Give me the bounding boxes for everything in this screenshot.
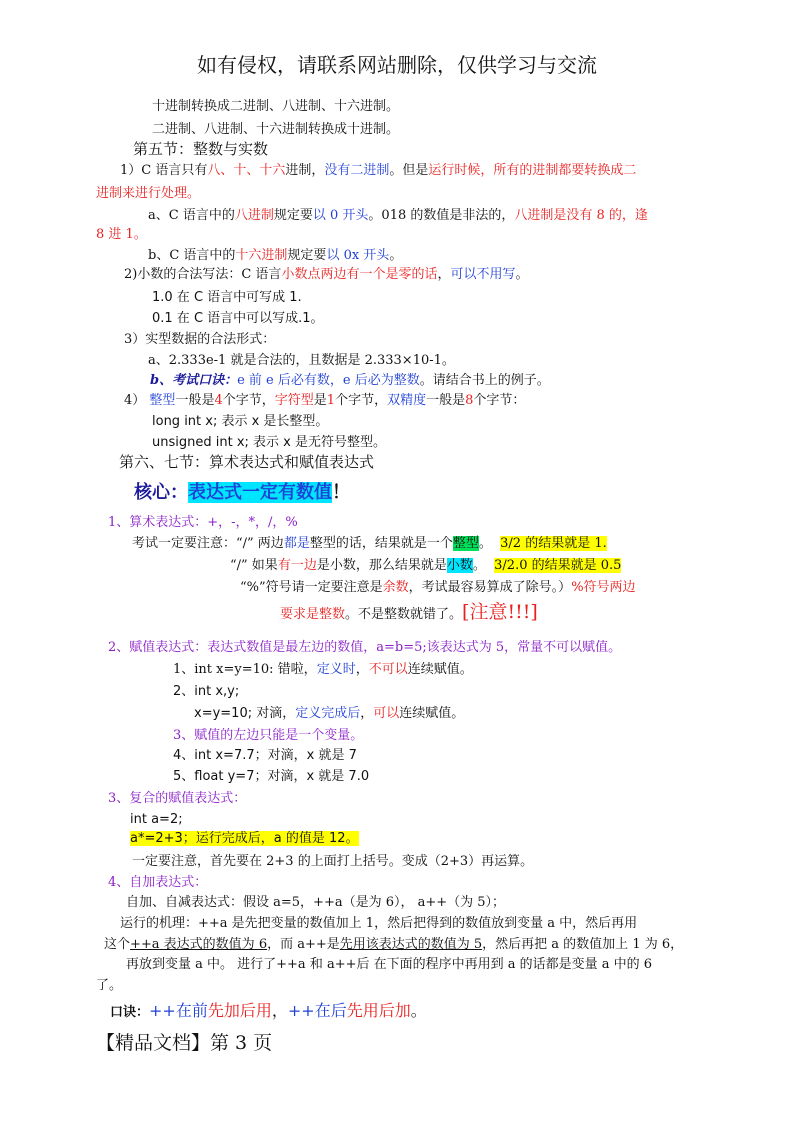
text-span: 定义完成后	[295, 706, 361, 721]
text-line: 十进制转换成二进制、八进制、十六进制。	[152, 99, 400, 114]
text-span: 定义时	[316, 662, 356, 677]
text-span: 运行时候，所有的进制都要转换成二	[428, 163, 637, 178]
text-span: 一般是	[426, 393, 466, 408]
text-span: 十六进制	[235, 248, 288, 263]
text-span: 八、十、十六	[207, 163, 286, 178]
text-span: ，考试最容易算成了除号。）	[408, 580, 572, 595]
text-line: 二进制、八进制、十六进制转换成十进制。	[152, 122, 400, 137]
text-span: ，	[360, 706, 374, 721]
text-line: 3、复合的赋值表达式：	[108, 791, 247, 806]
text-span: 不可以	[368, 662, 408, 677]
text-span: 连续赋值。	[407, 662, 473, 677]
text-span: 。	[410, 1001, 427, 1020]
text-span: 。	[472, 558, 486, 573]
text-span: 先用该表达式的数值为 5	[339, 937, 483, 952]
text-span: 可以不用写	[450, 267, 516, 282]
text-line: long int x; 表示 x 是长整型。	[152, 414, 329, 429]
text-span: 一般是	[175, 393, 215, 408]
text-span: 1）C 语言只有	[120, 163, 208, 178]
core-heading	[134, 480, 350, 506]
text-span: “%”符号请一定要注意是	[240, 580, 383, 595]
text-span: 个字节，	[222, 393, 275, 408]
text-span: 。不是整数就错了。	[345, 607, 463, 622]
text-line: 8 进 1。	[96, 227, 147, 242]
text-span: 小数点两边有一个是零的话	[281, 267, 438, 282]
text-line	[150, 372, 550, 390]
text-span: 整型	[452, 536, 479, 551]
text-span: 。请结合书上的例子。	[419, 373, 550, 388]
text-span: 4	[214, 393, 223, 408]
text-span: ++a 表达式的数值为 6	[130, 937, 268, 952]
text-span: 。	[478, 536, 492, 551]
text-span: 都是	[283, 536, 310, 551]
page-footer: 【精品文档】第 3 页	[96, 1032, 273, 1054]
text-span: 。018 的数值是非法的，	[368, 208, 515, 223]
text-span: 是	[313, 393, 327, 408]
text-line: 4、自加表达式：	[108, 875, 208, 890]
text-line	[124, 392, 525, 410]
text-line	[120, 162, 636, 180]
text-span: 。但是	[389, 163, 429, 178]
text-span: ，然后再把 a 的数值加上 1 为 6，	[482, 937, 684, 952]
text-line	[148, 247, 402, 265]
text-line: 4、int x=7.7；对滴，x 就是 7	[173, 748, 357, 763]
text-span: [注意!!!]	[462, 601, 538, 623]
text-span: “/” 如果	[230, 558, 278, 573]
text-line: 5、float y=7；对滴，x 就是 7.0	[173, 769, 370, 784]
text-span: 规定要	[287, 248, 327, 263]
text-span: 可以	[373, 706, 400, 721]
text-line	[104, 936, 683, 954]
text-span: 以 0 开头	[312, 208, 369, 223]
text-span: 小数	[446, 558, 473, 573]
text-line: 3）实型数据的合法形式：	[124, 332, 276, 347]
text-line: 0.1 在 C 语言中可以写成.1。	[152, 311, 324, 326]
text-line	[130, 830, 359, 848]
text-span: 1	[326, 393, 336, 408]
text-span: 整型	[149, 393, 176, 408]
text-span: ，	[437, 267, 451, 282]
text-span: 表达式一定有数值	[188, 482, 332, 503]
text-span: 连续赋值。	[399, 706, 465, 721]
text-span: 这个	[104, 937, 131, 952]
text-span: 个字节，	[335, 393, 388, 408]
text-span: 要求是整数	[280, 607, 346, 622]
text-span: 进制，	[285, 163, 325, 178]
text-span: 个字节：	[473, 393, 526, 408]
text-span: 八进制	[234, 208, 274, 223]
text-line: a、2.333e-1 就是合法的，且数据是 2.333×10-1。	[148, 353, 455, 368]
text-span: 双精度	[387, 393, 427, 408]
text-span: 余数	[382, 580, 409, 595]
text-line	[173, 661, 473, 679]
text-span: ，	[355, 662, 369, 677]
text-span: ！	[332, 482, 350, 503]
text-line: unsigned int x; 表示 x 是无符号整型。	[152, 435, 386, 450]
text-span: 有一边	[277, 558, 317, 573]
text-span: 。	[389, 248, 403, 263]
text-line: 运行的机理：++a 是先把变量的数值加上 1，然后把得到的数值放到变量 a 中，然后再用	[120, 916, 638, 931]
text-span: 2)小数的合法写法：C 语言	[124, 267, 282, 282]
text-span: 3/2 的结果就是 1.	[500, 536, 607, 551]
text-line	[148, 207, 648, 225]
text-line: 1、算术表达式：+，-，*，/，%	[108, 515, 298, 530]
text-line: 自加、自减表达式：假设 a=5，++a（是为 6）， a++（为 5）；	[126, 895, 506, 910]
text-span: 8	[465, 393, 474, 408]
text-span: 字符型	[274, 393, 314, 408]
text-span: ，而 a++是	[267, 937, 340, 952]
text-span: ++在前	[149, 1001, 208, 1020]
text-line	[240, 579, 636, 597]
text-span: 先加后用	[207, 1001, 272, 1020]
text-span: 3/2.0 的结果就是 0.5	[494, 558, 622, 573]
text-span: 1、int x=y=10: 错啦，	[173, 662, 317, 677]
text-line: 3、赋值的左边只能是一个变量。	[173, 728, 364, 743]
text-span: ++在后	[287, 1001, 347, 1020]
section-heading: 第五节：整数与实数	[133, 140, 269, 158]
text-line: 2、int x,y;	[173, 684, 240, 699]
text-line	[280, 601, 538, 626]
text-span: 核心：	[134, 482, 188, 503]
text-line: int a=2;	[130, 812, 183, 827]
text-span: 是小数，那么结果就是	[316, 558, 447, 573]
section-heading: 第六、七节：算术表达式和赋值表达式	[119, 453, 375, 471]
text-span: a、C 语言中的	[148, 208, 235, 223]
page-header: 如有侵权，请联系网站删除，仅供学习与交流	[197, 53, 597, 77]
text-span: b、考试口诀：	[150, 373, 238, 388]
text-span: 。	[515, 267, 529, 282]
text-span: a*=2+3；运行完成后，a 的值是 12。	[130, 831, 359, 846]
text-line: 了。	[96, 978, 123, 993]
text-span: 以 0x 开头	[326, 248, 390, 263]
text-line	[230, 557, 621, 575]
text-span: e 前 e 后必有数，e 后必为整数	[237, 373, 420, 388]
text-span: 八进制是没有 8 的，逢	[514, 208, 648, 223]
text-span: 考试一定要注意：“/” 两边	[132, 536, 284, 551]
text-span: b、C 语言中的	[148, 248, 236, 263]
text-span: 先用后加	[346, 1001, 411, 1020]
text-span: %符号两边	[571, 580, 636, 595]
text-span: 没有二进制	[324, 163, 390, 178]
text-line: 一定要注意，首先要在 2+3 的上面打上括号。变成（2+3）再运算。	[132, 854, 534, 869]
text-line: 再放到变量 a 中。 进行了++a 和 a++后 在下面的程序中再用到 a 的话都是变量 a 中的 6	[126, 957, 653, 972]
text-span: 整型的话，结果就是一个	[309, 536, 453, 551]
mnemonic-line	[110, 1000, 427, 1024]
text-line	[194, 705, 464, 723]
text-line: 2、赋值表达式：表达式数值是最左边的数值，a=b=5;该表达式为 5，常量不可以赋值。	[108, 640, 622, 655]
text-span: 口诀：	[110, 1005, 150, 1020]
text-line	[132, 535, 607, 553]
text-line	[124, 266, 529, 284]
text-line: 进制来进行处理。	[96, 186, 201, 201]
text-span: 4）	[124, 393, 146, 408]
text-line: 1.0 在 C 语言中可写成 1.	[152, 290, 302, 305]
text-span: 规定要	[273, 208, 313, 223]
text-span: ，	[271, 1001, 288, 1020]
text-span: x=y=10; 对滴，	[194, 706, 296, 721]
